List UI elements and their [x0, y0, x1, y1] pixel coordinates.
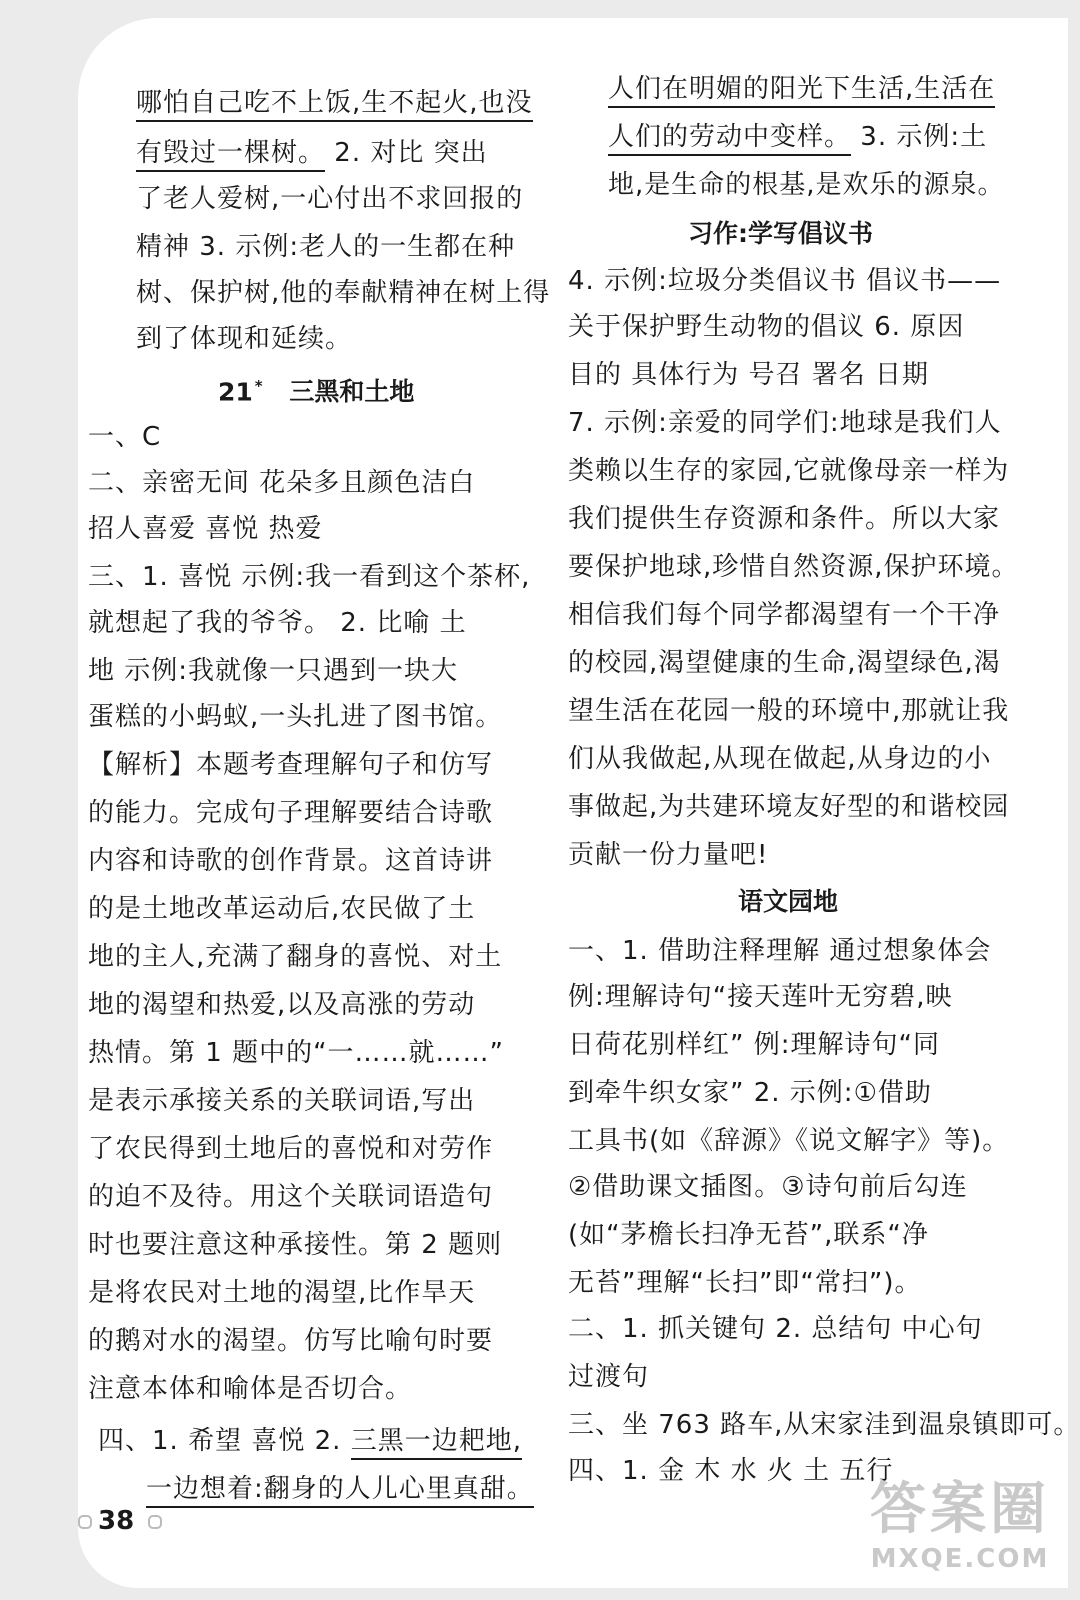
analysis-line: 的是土地改革运动后,农民做了土	[88, 894, 476, 924]
lesson-heading: 21 * 三黑和土地	[218, 377, 415, 407]
text-line: 到了体现和延续。	[136, 324, 353, 354]
page-number: 38	[98, 1506, 135, 1536]
writing-line: 关于保护野生动物的倡议 6. 原因	[568, 312, 965, 342]
decor-dot	[78, 1515, 92, 1529]
garden-line: 二、1. 抓关键句 2. 总结句 中心句	[568, 1314, 983, 1344]
writing-line: 相信我们每个同学都渴望有一个干净	[568, 600, 1001, 630]
garden-line: 三、坐 763 路车,从宋家洼到温泉镇即可。	[568, 1410, 1080, 1440]
writing-line: 们从我做起,从现在做起,从身边的小	[568, 744, 992, 774]
text-line: 人们的劳动中变样。 3. 示例:土	[608, 120, 987, 154]
writing-line: 4. 示例:垃圾分类倡议书 倡议书——	[568, 266, 1002, 296]
garden-line: 过渡句	[568, 1362, 650, 1392]
garden-line: 例:理解诗句“接天莲叶无穷碧,映	[568, 982, 953, 1012]
answer-line: 四、1. 希望 喜悦 2. 三黑一边耙地,	[98, 1424, 522, 1458]
garden-line: 四、1. 金 木 水 火 土 五行	[568, 1456, 894, 1486]
writing-line: 类赖以生存的家园,它就像母亲一样为	[568, 456, 1010, 486]
answer-line: 蛋糕的小蚂蚁,一头扎进了图书馆。	[88, 702, 503, 732]
answer-line: 一、C	[88, 422, 162, 452]
answer-line: 招人喜爱 喜悦 热爱	[88, 514, 323, 544]
text-line: 了老人爱树,一心付出不求回报的	[136, 184, 524, 214]
analysis-line: 的能力。完成句子理解要结合诗歌	[88, 798, 494, 828]
writing-line: 我们提供生存资源和条件。所以大家	[568, 504, 1001, 534]
analysis-line: 地的渴望和热爱,以及高涨的劳动	[88, 990, 476, 1020]
section-heading-writing: 习作:学写倡议书	[688, 219, 873, 248]
garden-line: (如“茅檐长扫净无苔”,联系“净	[568, 1220, 929, 1250]
writing-line: 贡献一份力量吧!	[568, 840, 769, 870]
analysis-line: 【解析】本题考查理解句子和仿写	[88, 750, 494, 780]
answer-line: 二、亲密无间 花朵多且颜色洁白	[88, 468, 476, 498]
analysis-line: 地的主人,充满了翻身的喜悦、对土	[88, 942, 503, 972]
writing-line: 事做起,为共建环境友好型的和谐校园	[568, 792, 1010, 822]
garden-line: 日荷花别样红” 例:理解诗句“同	[568, 1030, 940, 1060]
writing-line: 的校园,渴望健康的生命,渴望绿色,渴	[568, 648, 1001, 678]
analysis-line: 的迫不及待。用这个关联词语造句	[88, 1182, 494, 1212]
text-line: 有毁过一棵树。 2. 对比 突出	[136, 136, 488, 170]
text-line: 人们在明媚的阳光下生活,生活在	[608, 72, 995, 106]
analysis-line: 是将农民对土地的渴望,比作旱天	[88, 1278, 476, 1308]
analysis-line: 热情。第 1 题中的“一……就……”	[88, 1038, 505, 1068]
answer-page	[78, 18, 1080, 1588]
garden-line: ②借助课文插图。③诗句前后勾连	[568, 1172, 968, 1202]
text-line: 精神 3. 示例:老人的一生都在种	[136, 232, 516, 262]
analysis-line: 是表示承接关系的关联词语,写出	[88, 1086, 476, 1116]
text-line: 树、保护树,他的奉献精神在树上得	[136, 278, 551, 308]
garden-line: 无苔”理解“长扫”即“常扫”)。	[568, 1268, 922, 1298]
analysis-line: 了农民得到土地后的喜悦和对劳作	[88, 1134, 494, 1164]
writing-line: 目的 具体行为 号召 署名 日期	[568, 360, 930, 390]
answer-line: 一边想着:翻身的人儿心里真甜。	[146, 1472, 534, 1506]
answer-line: 地 示例:我就像一只遇到一块大	[88, 656, 459, 686]
decor-dot	[148, 1515, 162, 1529]
writing-line: 7. 示例:亲爱的同学们:地球是我们人	[568, 408, 1002, 438]
writing-line: 要保护地球,珍惜自然资源,保护环境。	[568, 552, 1019, 582]
writing-line: 望生活在花园一般的环境中,那就让我	[568, 696, 1010, 726]
garden-line: 一、1. 借助注释理解 通过想象体会	[568, 936, 992, 966]
answer-line: 就想起了我的爷爷。 2. 比喻 土	[88, 608, 467, 638]
analysis-line: 内容和诗歌的创作背景。这首诗讲	[88, 846, 494, 876]
analysis-line: 的鹅对水的渴望。仿写比喻句时要	[88, 1326, 494, 1356]
garden-line: 工具书(如《辞源》《说文解字》等)。	[568, 1126, 1010, 1156]
text-line: 地,是生命的根基,是欢乐的源泉。	[608, 170, 1005, 200]
answer-line: 三、1. 喜悦 示例:我一看到这个茶杯,	[88, 562, 531, 592]
watermark-url: MXQE.COM	[870, 1544, 1050, 1574]
section-heading-garden: 语文园地	[738, 887, 839, 916]
watermark-logo: 答案圈	[870, 1477, 1050, 1542]
analysis-line: 注意本体和喻体是否切合。	[88, 1374, 413, 1404]
text-line: 哪怕自己吃不上饭,生不起火,也没	[136, 86, 533, 120]
analysis-line: 时也要注意这种承接性。第 2 题则	[88, 1230, 503, 1260]
garden-line: 到牵牛织女家” 2. 示例:①借助	[568, 1078, 932, 1108]
watermark	[860, 1478, 1060, 1588]
